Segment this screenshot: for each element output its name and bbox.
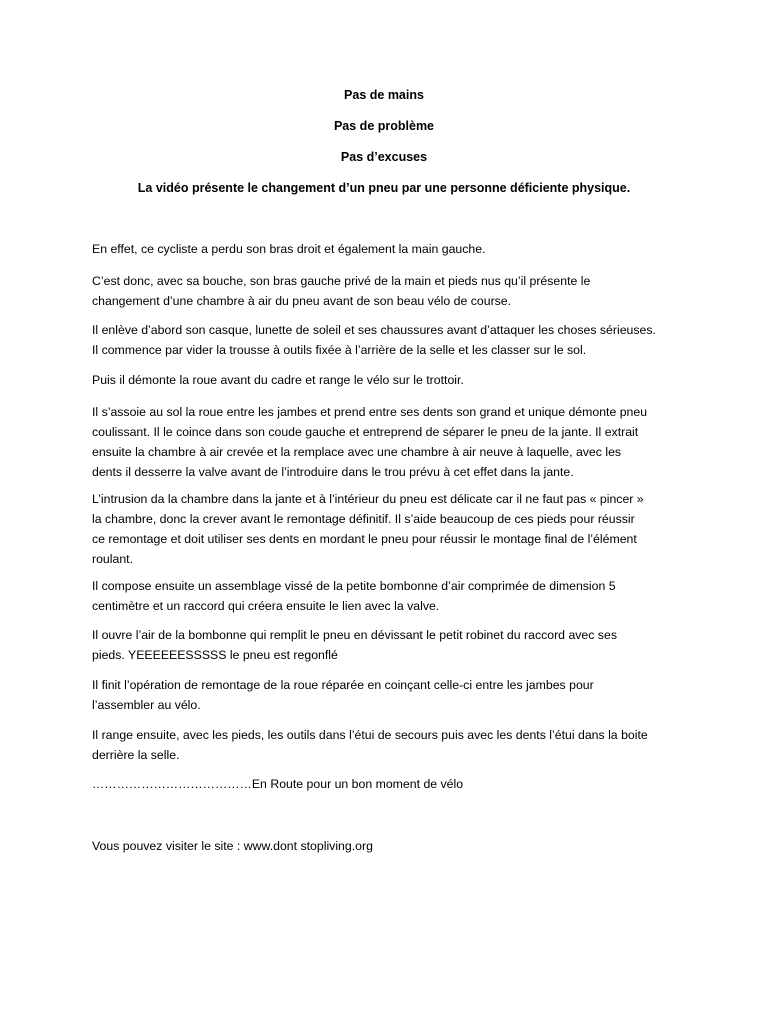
paragraph-line: En effet, ce cycliste a perdu son bras droit et également la main gauche. <box>92 242 486 256</box>
paragraph-line: la chambre, donc la crever avant le remontage définitif. Il s’aide beaucoup de ces pieds pour réussir <box>92 512 635 526</box>
paragraph-7 <box>92 576 682 616</box>
paragraph-5 <box>92 402 682 482</box>
title-line-2: Pas de problème <box>333 119 435 133</box>
paragraph-line: Il enlève d’abord son casque, lunette de soleil et ses chaussures avant d’attaquer les choses sérieuses. <box>92 323 656 337</box>
paragraph-line: ensuite la chambre à air crevée et la remplace avec une chambre à air neuve à laquelle, avec les <box>92 445 622 459</box>
paragraph-line: Il compose ensuite un assemblage vissé de la petite bombonne d’air comprimée de dimension 5 <box>92 579 616 593</box>
paragraph-line: C’est donc, avec sa bouche, son bras gauche privé de la main et pieds nus qu’il présente le <box>92 274 591 288</box>
paragraph-line: derrière la selle. <box>92 748 180 762</box>
paragraph-4 <box>92 370 682 390</box>
paragraph-line: Vous pouvez visiter le site : www.dont stopliving.org <box>92 839 373 853</box>
paragraph-line: Il range ensuite, avec les pieds, les outils dans l’étui de secours puis avec les dents l’étui dans la boite <box>92 728 648 742</box>
title-line-3: Pas d’excuses <box>340 150 428 164</box>
paragraph-line: pieds. YEEEEEESSSSS le pneu est regonflé <box>92 648 338 662</box>
paragraph-line: ce remontage et doit utiliser ses dents en mordant le pneu pour réussir le montage final de l’élément <box>92 532 637 546</box>
title-line-1: Pas de mains <box>344 88 424 102</box>
paragraph-line: …………………………………En Route pour un bon moment de vélo <box>92 777 464 791</box>
paragraph-3 <box>92 320 682 360</box>
paragraph-9 <box>92 675 682 715</box>
paragraph-line: Il ouvre l’air de la bombonne qui remplit le pneu en dévissant le petit robinet du raccord avec ses <box>92 628 617 642</box>
paragraph-line: Puis il démonte la roue avant du cadre et range le vélo sur le trottoir. <box>92 373 464 387</box>
subtitle-line: La vidéo présente le changement d’un pneu par une personne déficiente physique. <box>137 181 631 195</box>
paragraph-line: coulissant. Il le coince dans son coude gauche et entreprend de séparer le pneu de la jante. Il extrait <box>92 425 639 439</box>
paragraph-line: l’assembler au vélo. <box>92 698 201 712</box>
site-reference <box>92 836 682 856</box>
paragraph-line: Il s’assoie au sol la roue entre les jambes et prend entre ses dents son grand et unique démonte pneu <box>92 405 648 419</box>
paragraph-line: centimètre et un raccord qui créera ensuite le lien avec la valve. <box>92 599 440 613</box>
paragraph-line: L’intrusion da la chambre dans la jante et à l’intérieur du pneu est délicate car il ne faut pas « pincer » <box>92 492 644 506</box>
paragraph-line: Il finit l’opération de remontage de la roue réparée en coinçant celle-ci entre les jambes pour <box>92 678 594 692</box>
paragraph-line: roulant. <box>92 552 134 566</box>
paragraph-2 <box>92 271 682 311</box>
paragraph-line: changement d’une chambre à air du pneu avant de son beau vélo de course. <box>92 294 512 308</box>
paragraph-10 <box>92 725 682 765</box>
paragraph-11 <box>92 774 682 794</box>
paragraph-line: dents il desserre la valve avant de l’introduire dans le trou prévu à cet effet dans la jante. <box>92 465 574 479</box>
paragraph-1 <box>92 239 682 259</box>
paragraph-line: Il commence par vider la trousse à outils fixée à l’arrière de la selle et les classer sur le sol. <box>92 343 587 357</box>
paragraph-6 <box>92 489 682 569</box>
paragraph-8 <box>92 625 682 665</box>
